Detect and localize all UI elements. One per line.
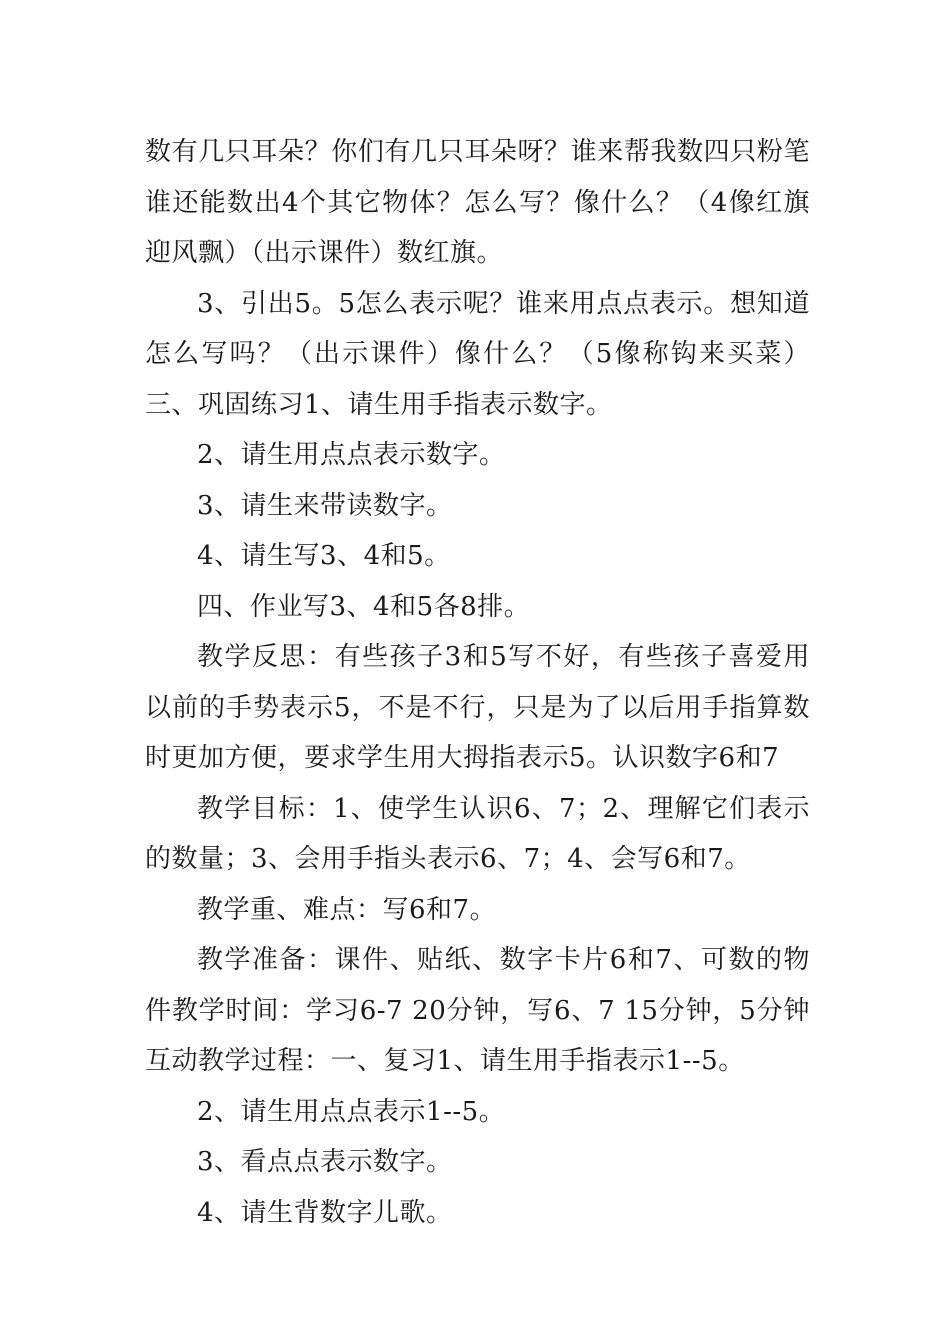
paragraph-3: 2、请生用点点表示数字。 [197, 440, 506, 470]
paragraph-8: 教学目标：1、使学生认识6、7；2、理解它们表示的数量；3、会用手指头表示6、7；4、会写6和7。 [145, 793, 810, 874]
paragraph-12: 3、看点点表示数字。 [197, 1147, 453, 1177]
paragraph-11: 2、请生用点点表示1--5。 [197, 1096, 506, 1127]
paragraph-5: 4、请生写3、4和5。 [197, 541, 451, 571]
paragraph-7: 教学反思：有些孩子3和5写不好，有些孩子喜爱用以前的手势表示5，不是不行，只是为了以后用手指算数时更加方便，要求学生用大拇指表示5。认识数字6和7 [145, 642, 810, 773]
paragraph-1: 数有几只耳朵？你们有几只耳朵呀？谁来帮我数四只粉笔谁还能数出4个其它物体？怎么写？像什么？（4像红旗迎风飘）（出示课件）数红旗。 [145, 137, 810, 268]
paragraph-10: 教学准备：课件、贴纸、数字卡片6和7、可数的物件教学时间：学习6-7 20分钟，写6、7 15分钟，5分钟互动教学过程：一、复习1、请生用手指表示1--5。 [145, 945, 810, 1076]
paragraph-13: 4、请生背数字儿歌。 [197, 1197, 453, 1228]
document-body [145, 127, 810, 1238]
paragraph-6: 四、作业写3、4和5各8排。 [197, 591, 531, 622]
paragraph-2: 3、引出5。5怎么表示呢？谁来用点点表示。想知道怎么写吗？（出示课件）像什么？（5像称钩来买菜）三、巩固练习1、请生用手指表示数字。 [145, 288, 810, 420]
paragraph-4: 3、请生来带读数字。 [197, 490, 453, 521]
paragraph-9: 教学重、难点：写6和7。 [197, 894, 497, 925]
